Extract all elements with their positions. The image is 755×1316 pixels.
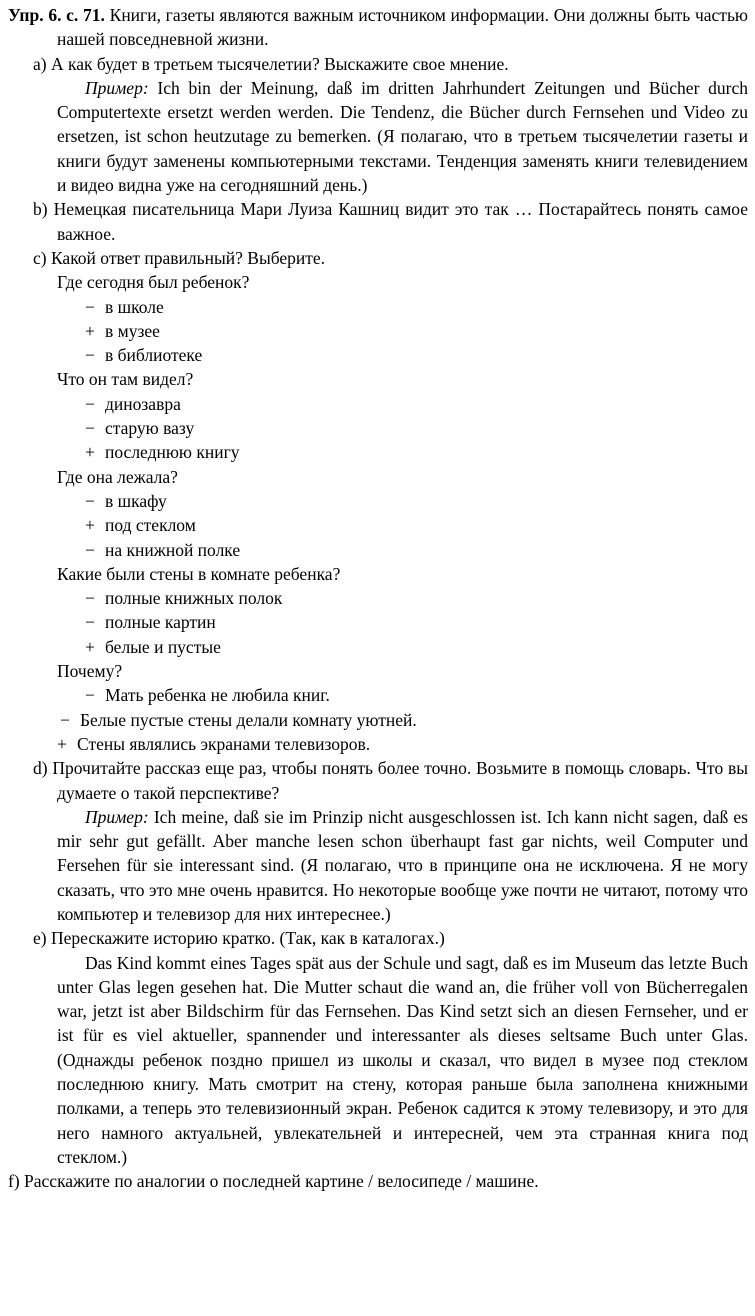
answer-option (85, 683, 748, 707)
item-f-marker: f) (8, 1171, 20, 1192)
item-f-text: Расскажите по аналогии о последней картине / велосипеде / машине. (24, 1171, 539, 1192)
item-f (8, 1169, 748, 1193)
item-d-example (57, 805, 748, 926)
exercise-heading (8, 3, 748, 52)
answer-option (85, 586, 748, 610)
question-3: Где она лежала? (57, 466, 178, 487)
question-4: Какие были стены в комнате ребенка? (57, 563, 341, 584)
item-a-text: А как будет в третьем тысячелетии? Выскажите свое мнение. (50, 53, 509, 74)
option-text: Мать ребенка не любила книг. (105, 685, 330, 706)
option-sign: − (85, 685, 95, 706)
answer-option (60, 708, 748, 732)
option-text: белые и пустые (105, 636, 221, 657)
item-a-example-label: Пример: (85, 77, 149, 98)
option-text: в библиотеке (105, 345, 203, 366)
answer-option (85, 489, 748, 513)
item-d-example-label: Пример: (85, 806, 149, 827)
option-text: полные книжных полок (105, 588, 283, 609)
option-text: динозавра (105, 393, 181, 414)
answer-option (85, 610, 748, 634)
exercise-intro-text: Книги, газеты являются важным источником информации. Они должны быть частью нашей повседневной жизни. (57, 5, 749, 50)
option-sign: + (85, 515, 95, 536)
answer-option (85, 392, 748, 416)
option-sign: + (57, 733, 67, 754)
item-a-example-text: Ich bin der Meinung, daß im dritten Jahrhundert Zeitungen und Bücher durch Computertexte ersetzt werden werden. Die Tendenz, die Bücher durch Fernsehen und Video zu ersetzen, ist schon heutzutage zu bemerken. (Я полагаю, что в третьем тысячелетии газеты и книги будут заменены компьютерными текстами. Тенденция заменять книги телевидением и видео видна уже на сегодняшний день.) (57, 77, 749, 196)
item-e (8, 926, 748, 950)
answer-option (85, 440, 748, 464)
answer-option (85, 513, 748, 537)
option-sign: − (85, 345, 95, 366)
option-sign: − (85, 588, 95, 609)
item-a-marker: a) (33, 53, 47, 74)
option-text: последнюю книгу (105, 442, 240, 463)
item-c-text: Какой ответ правильный? Выберите. (50, 247, 326, 268)
item-e-story: Das Kind kommt eines Tages spät aus der Schule und sagt, daß es im Museum das letzte Buch unter Glas legen gesehen hat. Die Mutter schaut die wand an, die früher voll von Bücherregalen war, jetzt ist aber Bildschirm für das Fernsehen. Das Kind setzt sich an diesen Fernseher, und er ist für es viel aktueller, spannender und interessanter als dieses seltsame Buch unter Glas. (Однажды ребенок поздно пришел из школы и сказал, что видел в музее под стеклом последнюю книгу. Мать смотрит на стену, которая раньше была заполнена книжными полками, а теперь это телевизионный экран. Ребенок садится к этому телевизору, и это для него намного актуальней, увлекательней и интересней, чем эта странная книга под стеклом.) (57, 952, 748, 1167)
option-text: на книжной полке (105, 539, 241, 560)
answer-option (85, 343, 748, 367)
exercise-number: Упр. 6. с. 71. (8, 5, 105, 25)
item-c-marker: c) (33, 247, 47, 268)
option-text: в музее (105, 320, 160, 341)
option-sign: + (85, 636, 95, 657)
option-text: в школе (105, 296, 164, 317)
item-a (8, 52, 748, 76)
item-e-text: Перескажите историю кратко. (Так, как в каталогах.) (50, 928, 445, 949)
question-1: Где сегодня был ребенок? (57, 272, 250, 293)
item-a-example (57, 76, 748, 197)
item-b-text: Немецкая писательница Мари Луиза Кашниц видит это так … Постарайтесь понять самое важное. (53, 199, 749, 244)
option-text: Стены являлись экранами телевизоров. (77, 733, 371, 754)
answer-option (85, 635, 748, 659)
item-c (8, 246, 748, 270)
option-sign: + (85, 442, 95, 463)
item-d-example-text: Ich meine, daß sie im Prinzip nicht ausgeschlossen ist. Ich kann nicht sagen, daß es mir sehr gut gefällt. Aber manche lesen schon überhaupt fast gar nichts, weil Computer und Fersehen für sie interessant sind. (Я полагаю, что в принципе она не исключена. Я не могу сказать, что это мне очень нравится. Но некоторые вообще уже почти не читают, потому что компьютер и телевизор для них интереснее.) (57, 806, 748, 924)
option-text: в шкафу (105, 490, 167, 511)
item-d-text: Прочитайте рассказ еще раз, чтобы понять более точно. Возьмите в помощь словарь. Что вы думаете о такой перспективе? (52, 758, 748, 803)
option-sign: − (85, 490, 95, 511)
option-text: под стеклом (105, 515, 196, 536)
option-sign: + (85, 320, 95, 341)
option-sign: − (85, 296, 95, 317)
option-text: полные картин (105, 612, 216, 633)
item-b-marker: b) (33, 199, 48, 220)
item-d (8, 756, 748, 805)
question-5: Почему? (57, 661, 123, 682)
answer-option (85, 538, 748, 562)
answer-option (85, 295, 748, 319)
option-sign: − (60, 709, 70, 730)
option-text: Белые пустые стены делали комнату уютней. (80, 709, 417, 730)
option-sign: − (85, 539, 95, 560)
question-2: Что он там видел? (57, 369, 194, 390)
item-d-marker: d) (33, 758, 48, 779)
answer-option (57, 732, 748, 756)
answer-option (85, 319, 748, 343)
answer-option (85, 416, 748, 440)
option-sign: − (85, 393, 95, 414)
item-b (8, 197, 748, 246)
option-sign: − (85, 612, 95, 633)
option-text: старую вазу (105, 418, 195, 439)
item-e-marker: e) (33, 928, 47, 949)
option-sign: − (85, 418, 95, 439)
